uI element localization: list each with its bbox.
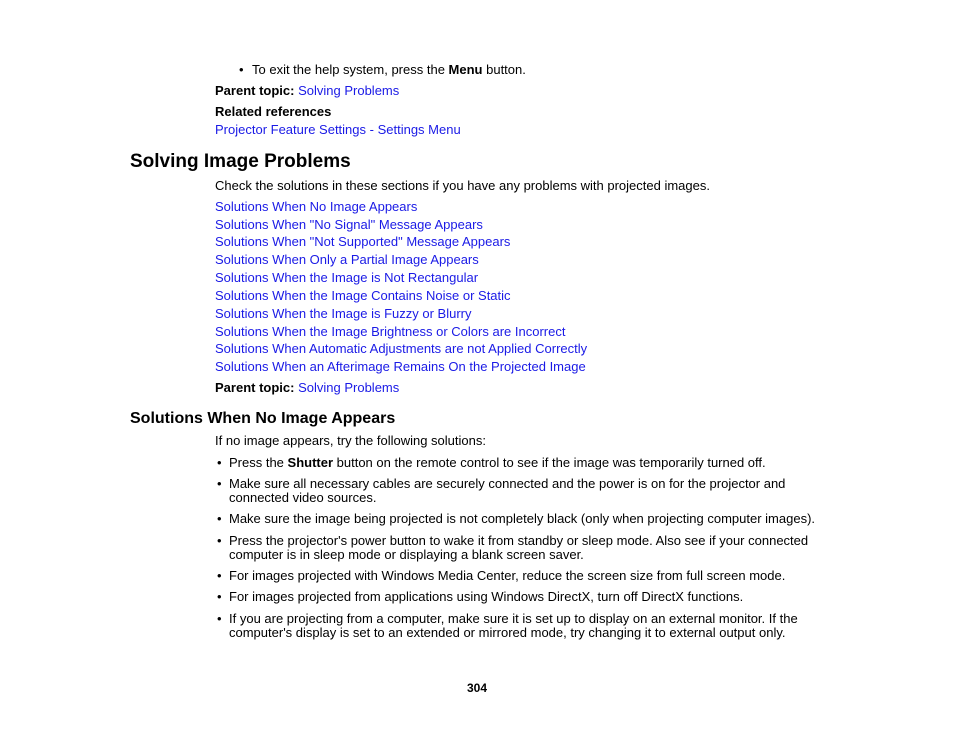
solution-item-line: connected video sources.	[229, 490, 377, 505]
bullet-marker: •	[217, 511, 222, 526]
solution-item-line: If you are projecting from a computer, make sure it is set up to display on an external monitor. If the	[229, 611, 798, 626]
solution-item-line: Make sure all necessary cables are securely connected and the power is on for the projector and	[229, 476, 786, 491]
solution-link[interactable]: Solutions When the Image Contains Noise or Static	[215, 288, 511, 303]
bullet-marker: •	[217, 476, 222, 491]
bullet-marker: •	[217, 589, 222, 604]
text-fragment: button on the remote control to see if the image was temporarily turned off.	[333, 455, 766, 470]
page-number: 304	[466, 681, 488, 695]
solution-link[interactable]: Solutions When "Not Supported" Message Appears	[215, 234, 511, 249]
solution-link[interactable]: Solutions When an Afterimage Remains On the Projected Image	[215, 359, 586, 374]
bullet-marker: •	[217, 568, 222, 583]
projector-feature-settings-link[interactable]: Projector Feature Settings - Settings Menu	[215, 122, 461, 137]
solution-item-line: For images projected from applications using Windows DirectX, turn off DirectX functions.	[229, 589, 744, 604]
parent-topic-link[interactable]: Solving Problems	[298, 83, 400, 98]
related-references-label: Related references	[215, 104, 332, 119]
solution-item-line: For images projected with Windows Media Center, reduce the screen size from full screen mode.	[229, 568, 786, 583]
text-fragment: button.	[482, 62, 526, 77]
section-intro: Check the solutions in these sections if you have any problems with projected images.	[215, 178, 710, 193]
solution-link[interactable]: Solutions When No Image Appears	[215, 199, 418, 214]
bullet-marker: •	[239, 62, 244, 77]
solution-link[interactable]: Solutions When the Image is Fuzzy or Blurry	[215, 306, 472, 321]
bullet-marker: •	[217, 533, 222, 548]
solution-link[interactable]: Solutions When Automatic Adjustments are not Applied Correctly	[215, 341, 588, 356]
shutter-button-name: Shutter	[287, 455, 334, 470]
solution-item-line: Press the projector's power button to wake it from standby or sleep mode. Also see if your connected	[229, 533, 809, 548]
solution-item-line: computer is in sleep mode or displaying a blank screen saver.	[229, 547, 584, 562]
bullet-marker: •	[217, 455, 222, 470]
parent-topic-label: Parent topic:	[215, 83, 295, 98]
parent-topic-link[interactable]: Solving Problems	[298, 380, 400, 395]
parent-topic-line	[215, 380, 399, 395]
parent-topic-line	[215, 83, 399, 98]
menu-button-name: Menu	[448, 62, 483, 77]
section-title-solving-image-problems: Solving Image Problems	[130, 151, 351, 172]
parent-topic-label: Parent topic:	[215, 380, 295, 395]
solution-link[interactable]: Solutions When "No Signal" Message Appears	[215, 217, 483, 232]
solution-item	[229, 455, 766, 470]
solution-item-line: Make sure the image being projected is not completely black (only when projecting computer images).	[229, 511, 816, 526]
exit-help-text	[252, 62, 526, 77]
section-title-no-image-appears: Solutions When No Image Appears	[130, 410, 396, 427]
solution-link[interactable]: Solutions When the Image is Not Rectangular	[215, 270, 479, 285]
text-fragment: To exit the help system, press the	[252, 62, 449, 77]
solution-link[interactable]: Solutions When the Image Brightness or Colors are Incorrect	[215, 324, 566, 339]
section-intro: If no image appears, try the following solutions:	[215, 433, 486, 448]
text-fragment: Press the	[229, 455, 288, 470]
solution-item-line: computer's display is set to an extended or mirrored mode, try changing it to external output only.	[229, 625, 786, 640]
solution-link[interactable]: Solutions When Only a Partial Image Appears	[215, 252, 479, 267]
bullet-marker: •	[217, 611, 222, 626]
